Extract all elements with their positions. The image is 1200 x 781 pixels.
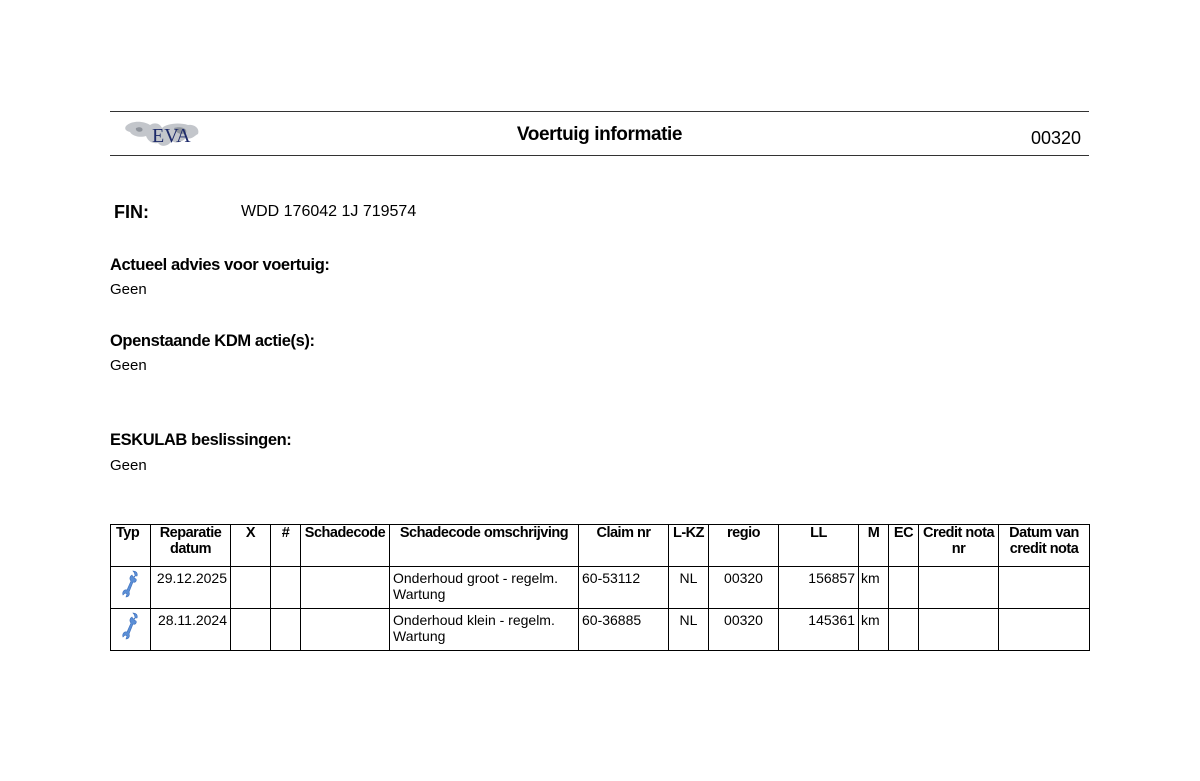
fin-value: WDD 176042 1J 719574	[241, 203, 417, 220]
wrench-icon[interactable]	[121, 612, 141, 640]
page-header	[110, 111, 1089, 156]
row-type-cell[interactable]	[111, 609, 151, 651]
row-regio: 00320	[709, 609, 779, 651]
claims-table	[110, 524, 1090, 651]
row-ll: 145361	[779, 609, 859, 651]
row-ec	[889, 567, 919, 609]
fin-label: FIN:	[114, 202, 149, 222]
row-x	[231, 567, 271, 609]
table-row[interactable]	[111, 609, 1090, 651]
row-date: 29.12.2025	[151, 567, 231, 609]
row-regio: 00320	[709, 567, 779, 609]
row-credit-nota-nr	[919, 567, 999, 609]
row-lkz: NL	[669, 567, 709, 609]
column-header-datum-credit-nota: Datum van credit nota	[999, 525, 1090, 567]
page-title: Voertuig informatie	[516, 124, 683, 145]
dealer-code: 00320	[1030, 128, 1081, 148]
column-header-typ: Typ	[111, 525, 151, 567]
row-credit-datum	[999, 609, 1090, 651]
row-type-cell[interactable]	[111, 567, 151, 609]
row-ec	[889, 609, 919, 651]
row-credit-nota-nr	[919, 609, 999, 651]
column-header-m: M	[859, 525, 889, 567]
column-header-lkz: L-KZ	[669, 525, 709, 567]
table-row[interactable]	[111, 567, 1090, 609]
column-header-schadecode: Schadecode	[301, 525, 390, 567]
column-header-x: X	[231, 525, 271, 567]
wrench-icon[interactable]	[121, 570, 141, 598]
table-header-row	[111, 525, 1090, 567]
logo-text: EVA	[152, 125, 191, 147]
section-title-eskulab: ESKULAB beslissingen:	[110, 431, 292, 449]
row-omschrijving: Onderhoud groot - regelm. Wartung	[390, 567, 579, 609]
section-value-eskulab: Geen	[110, 457, 147, 474]
row-x	[231, 609, 271, 651]
row-claim-nr: 60-53112	[579, 567, 669, 609]
row-date: 28.11.2024	[151, 609, 231, 651]
row-schadecode	[301, 609, 390, 651]
column-header-number: #	[271, 525, 301, 567]
row-m: km	[859, 609, 889, 651]
row-omschrijving: Onderhoud klein - regelm. Wartung	[390, 609, 579, 651]
row-schadecode	[301, 567, 390, 609]
column-header-claim-nr: Claim nr	[579, 525, 669, 567]
row-credit-datum	[999, 567, 1090, 609]
column-header-ll: LL	[779, 525, 859, 567]
column-header-reparatie-datum: Reparatie datum	[151, 525, 231, 567]
section-value-advies: Geen	[110, 281, 147, 298]
column-header-schadecode-omschrijving: Schadecode omschrijving	[390, 525, 579, 567]
row-num	[271, 609, 301, 651]
column-header-ec: EC	[889, 525, 919, 567]
section-title-kdm: Openstaande KDM actie(s):	[110, 332, 315, 350]
section-value-kdm: Geen	[110, 357, 147, 374]
row-claim-nr: 60-36885	[579, 609, 669, 651]
column-header-credit-nota-nr: Credit nota nr	[919, 525, 999, 567]
column-header-regio: regio	[709, 525, 779, 567]
section-title-advies: Actueel advies voor voertuig:	[110, 256, 330, 274]
row-ll: 156857	[779, 567, 859, 609]
row-m: km	[859, 567, 889, 609]
row-num	[271, 567, 301, 609]
row-lkz: NL	[669, 609, 709, 651]
